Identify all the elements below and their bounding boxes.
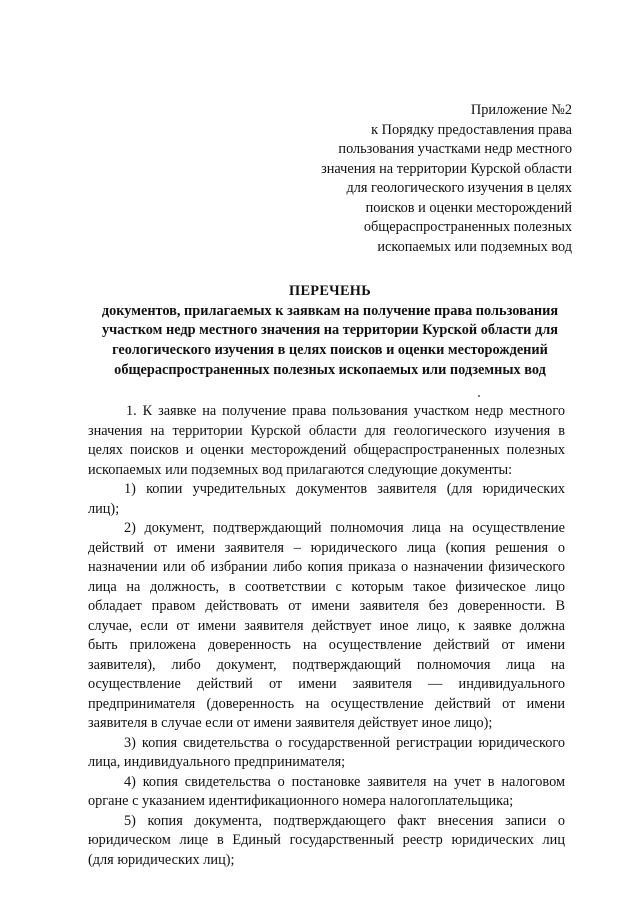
body-line: 2) документ, подтверждающий полномочия лица на осуществление	[124, 520, 565, 536]
body-line: органе с указанием идентификационного номера налогоплательщика;	[88, 793, 514, 809]
body-line: значения на территории Курской области для геологического изучения в	[88, 422, 565, 439]
body-line: обладает правом действовать от имени заявителя без доверенности. В	[88, 598, 565, 614]
heading-line: документов, прилагаемых к заявкам на получение права пользования	[101, 302, 559, 319]
appendix-line: поисков и оценки месторождений	[365, 199, 572, 216]
body-line: 4) копия свидетельства о постановке заявителя на учет в налоговом	[124, 773, 565, 790]
body-line: 5) копия документа, подтверждающего факт внесения записи о	[124, 812, 565, 829]
body-line: ископаемых или подземных вод прилагаются следующие документы:	[88, 461, 513, 478]
appendix-line: значения на территории Курской области	[321, 160, 572, 177]
body-line: предпринимателя (доверенность на осуществление действий от имени	[88, 695, 565, 712]
document-body	[88, 402, 565, 870]
body-line: целях поисков и оценки месторождений общераспространенных полезных	[88, 442, 565, 458]
appendix-line: пользования участками недр местного	[338, 141, 572, 157]
document-title: ПЕРЕЧЕНЬ	[289, 283, 371, 299]
body-line: быть приложена доверенность на осуществление действий от имени	[88, 637, 565, 653]
body-line: 1) копии учредительных документов заявителя (для юридических	[124, 481, 565, 497]
body-line: заявителя в случае если от имени заявителя действует иное лицо);	[88, 715, 493, 731]
body-line: лица на должность, в соответствии с которым такое физическое лицо	[88, 578, 565, 595]
appendix-line: для геологического изучения в целях	[346, 180, 572, 196]
body-line: лица, индивидуального предпринимателя;	[88, 754, 346, 770]
heading-line: геологического изучения в целях поисков и оценки месторождений	[112, 342, 548, 359]
body-line: 3) копия свидетельства о государственной регистрации юридического	[124, 734, 565, 751]
document-heading	[70, 282, 590, 381]
scan-speck	[478, 395, 480, 397]
body-line: юридическом лице в Единый государственный реестр юридических лиц	[88, 832, 565, 848]
appendix-line: общераспространенных полезных	[363, 219, 572, 235]
body-line: лиц);	[88, 500, 120, 517]
appendix-line: ископаемых или подземных вод	[377, 238, 572, 255]
appendix-line: Приложение №2	[470, 102, 572, 118]
appendix-line: к Порядку предоставления права	[371, 121, 572, 138]
heading-line: участком недр местного значения на территории Курской области для	[102, 322, 558, 339]
body-line: заявителя), либо документ, подтверждающий полномочия лица на	[88, 656, 565, 673]
body-line: действий от имени заявителя – юридического лица (копия решения о	[88, 539, 565, 556]
body-line: назначении или об избрании либо копия приказа о назначении физического	[88, 559, 565, 575]
heading-line: общераспространенных полезных ископаемых или подземных вод	[114, 361, 546, 378]
body-line: (для юридических лиц);	[88, 851, 235, 868]
body-line: осуществление действий от имени заявителя –– индивидуального	[88, 676, 565, 692]
appendix-reference	[272, 101, 572, 257]
body-line: случае, если от имени заявителя действует иное лицо, к заявке должна	[88, 617, 565, 634]
body-line: 1. К заявке на получение права пользования участком недр местного	[126, 403, 565, 419]
